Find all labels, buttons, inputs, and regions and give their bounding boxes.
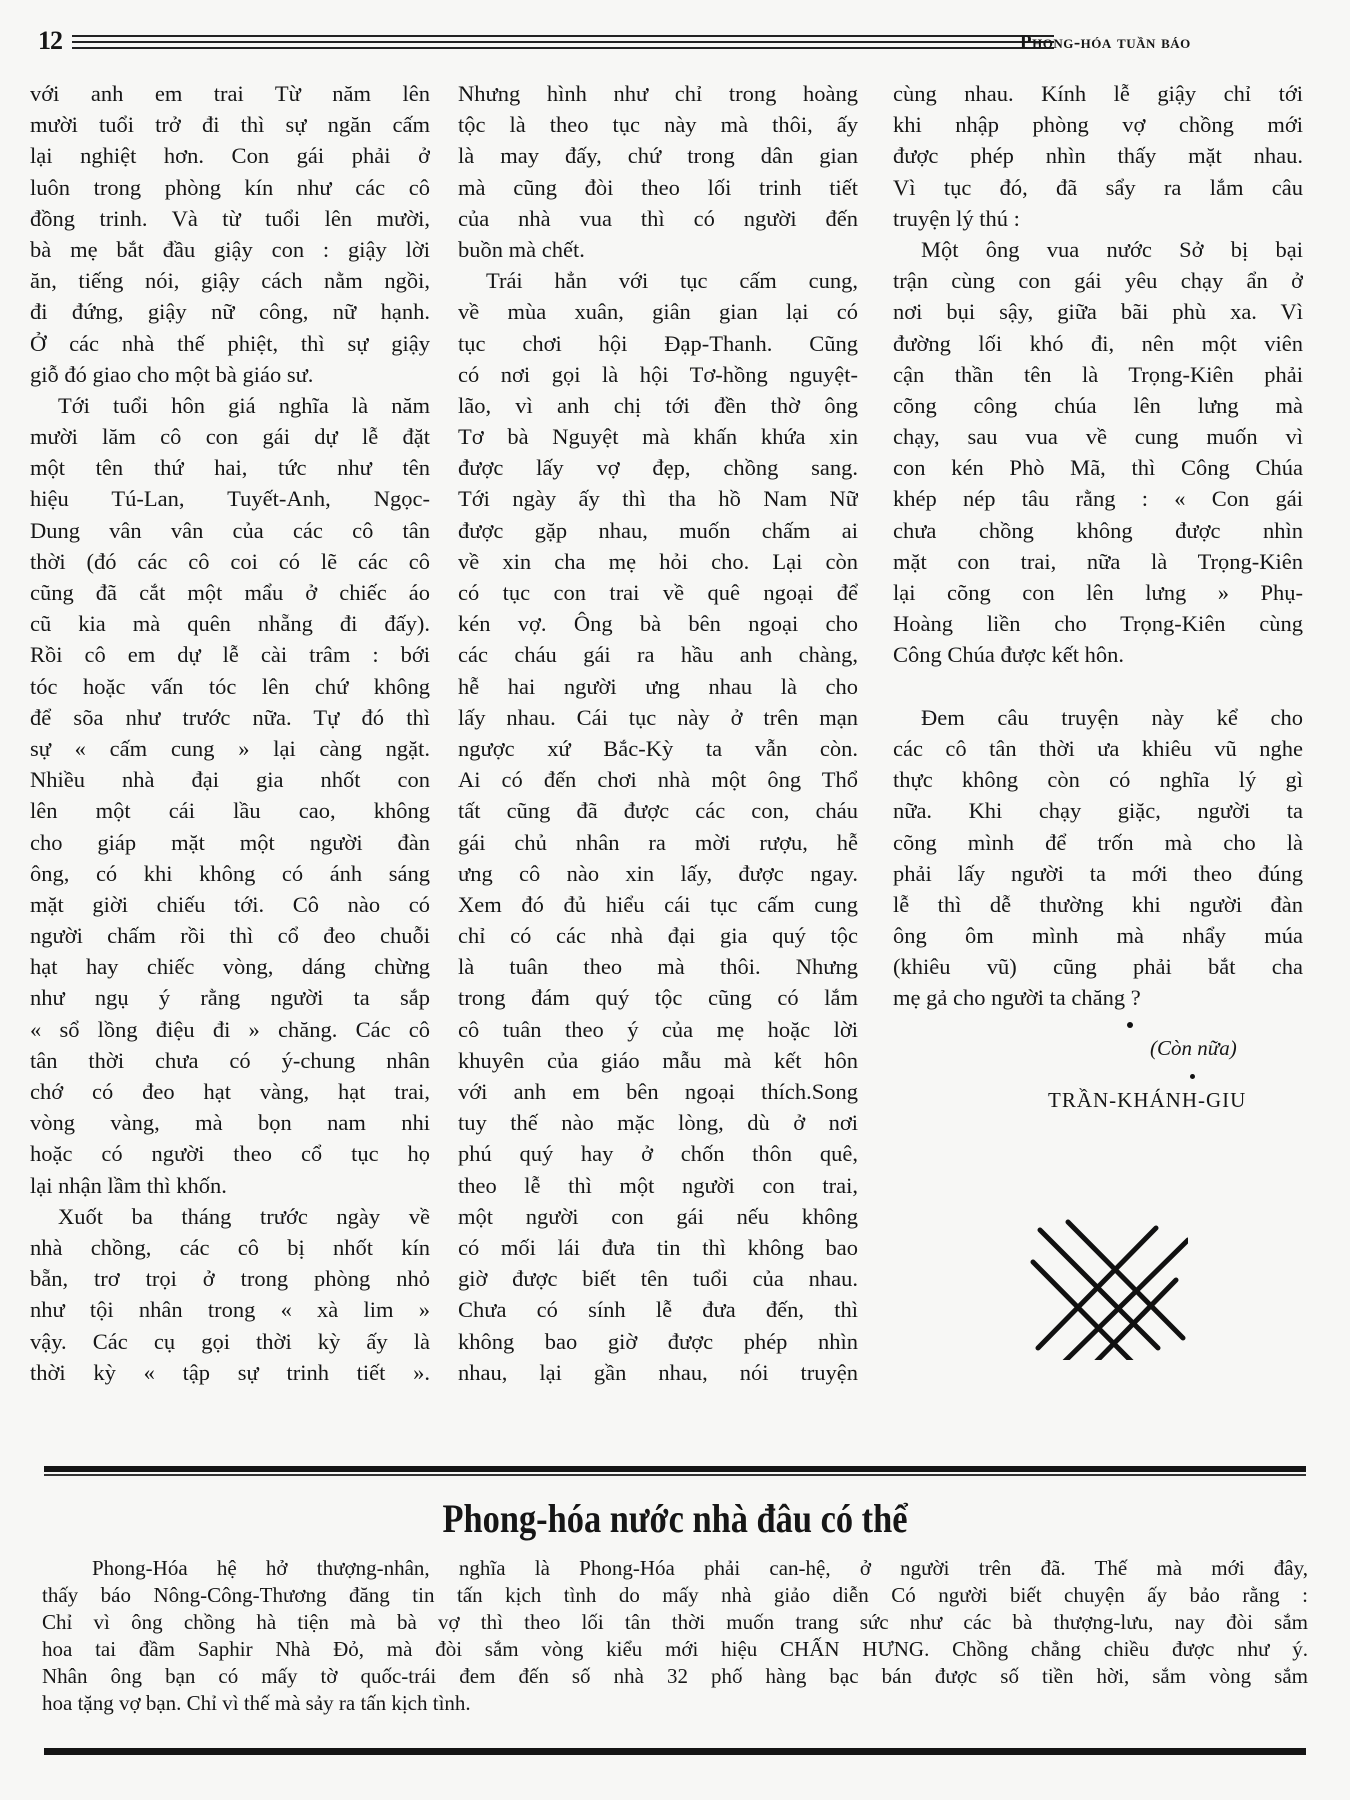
text-line: nhà chồng, các cô bị nhốt kín: [30, 1234, 430, 1260]
bottom-article-title: Phong-hóa nước nhà đâu có thể: [442, 1496, 908, 1541]
text-line: trận cùng con gái yêu chạy ẩn ở: [893, 268, 1303, 294]
text-line: có mối lái đưa tin thì không bao: [458, 1234, 858, 1260]
text-line: một tên thứ hai, tức như tên: [30, 455, 430, 481]
continuation-note: (Còn nữa): [1150, 1036, 1237, 1060]
text-line: Ở các nhà thế phiệt, thì sự giậy: [30, 330, 430, 356]
text-line: khép nép tâu rằng : « Con gái: [893, 486, 1303, 512]
text-line: giờ được biết tên tuổi của nhau.: [458, 1266, 858, 1292]
text-line: cận thần tên là Trọng-Kiên phải: [893, 361, 1303, 387]
text-line: thời (đó các cô coi có lẽ các cô: [30, 548, 430, 574]
text-line: được gặp nhau, muốn chấm ai: [458, 517, 858, 543]
text-line: buồn mà chết.: [458, 236, 585, 262]
text-line: thời kỳ « tập sự trinh tiết ».: [30, 1359, 430, 1385]
text-line: Một ông vua nước Sở bị bại: [921, 236, 1303, 262]
text-line: chớ có đeo hạt vàng, hạt trai,: [30, 1079, 430, 1104]
text-line: luôn trong phòng kín như các cô: [30, 174, 430, 200]
text-line: kén vợ. Ông bà bên ngoại cho: [458, 611, 858, 637]
text-line: các cháu gái ra hầu anh chàng,: [458, 642, 858, 668]
author-signature: TRẦN-KHÁNH-GIU: [1048, 1088, 1247, 1112]
text-line: Nhiều nhà đại gia nhốt con: [30, 767, 430, 793]
text-line: được phép nhìn thấy mặt nhau.: [893, 143, 1303, 169]
text-line: bẵn, trơ trọi ở trong phòng nhỏ: [30, 1266, 430, 1292]
text-line: chạy, sau vua về cung muốn vì: [893, 424, 1303, 450]
text-line: không bao giờ được phép nhìn: [458, 1328, 858, 1354]
text-line: Nhân ông bạn có mấy tờ quốc-trái đem đến số nhà 32 phố hàng bạc bán được số tiền hời, sắm vòng sắm: [42, 1664, 1308, 1688]
header-rules: [72, 35, 1054, 53]
text-line: tất cũng đã được các con, cháu: [458, 798, 858, 824]
text-line: với anh em bên ngoại thích.Song: [458, 1079, 858, 1104]
text-line: sự « cấm cung » lại càng ngặt.: [30, 735, 430, 761]
text-line: là tuân theo mà thôi. Nhưng: [458, 954, 858, 980]
text-line: để sõa như trước nữa. Tự đó thì: [30, 704, 430, 730]
text-line: cho giáp mặt một người đàn: [30, 829, 430, 855]
text-line: mẹ gả cho người ta chăng ?: [893, 985, 1141, 1011]
section-divider-thin: [44, 1474, 1306, 1476]
text-line: hiệu Tú-Lan, Tuyết-Anh, Ngọc-: [30, 486, 430, 512]
text-line: lại cõng con lên lưng » Phụ-: [893, 580, 1303, 605]
text-line: ưng cô nào xin lấy, được ngay.: [458, 860, 858, 886]
article-column-3: [893, 78, 1303, 1014]
text-line: phải lấy người ta mới theo đúng: [893, 860, 1303, 886]
text-line: thực không còn có nghĩa lý gì: [893, 767, 1303, 793]
text-line: nhau, lại gần nhau, nói truyện: [458, 1359, 858, 1385]
text-line: giỗ đó giao cho một bà giáo sư.: [30, 361, 314, 387]
text-line: nơi bụi sậy, giữa bãi phù xa. Vì: [893, 299, 1303, 325]
text-line: khuyên của giáo mẫu mà kết hôn: [458, 1047, 858, 1073]
text-line: người chấm rồi thì cổ đeo chuỗi: [30, 923, 430, 949]
text-line: mười tuổi trở đi thì sự ngăn cấm: [30, 112, 430, 138]
text-line: ngược xứ Bắc-Kỳ ta vẫn còn.: [458, 735, 858, 761]
text-line: chưa chồng không được nhìn: [893, 517, 1303, 543]
text-line: Xem đó đủ hiểu cái tục cấm cung: [458, 891, 858, 917]
text-line: hoa tai đầm Saphir Nhà Đỏ, mà đòi sắm vòng kiểu mới hiệu CHẤN HƯNG. Chồng chẳng chiều được như ý.: [42, 1637, 1308, 1661]
section-divider: [44, 1466, 1306, 1472]
text-line: [893, 671, 1303, 702]
text-line: gái chủ nhân ra mời rượu, hễ: [458, 829, 858, 855]
text-line: phú quý hay ở chốn thôn quê,: [458, 1141, 858, 1167]
text-line: cõng mình để trốn mà cho là: [893, 829, 1303, 855]
text-line: đường lối khó đi, nên một viên: [893, 330, 1303, 356]
text-line: theo lễ thì một người con trai,: [458, 1172, 858, 1198]
text-line: tân thời chưa có ý-chung nhân: [30, 1047, 430, 1073]
text-line: truyện lý thú :: [893, 205, 1020, 231]
text-line: vòng vàng, mà bọn nam nhi: [30, 1110, 430, 1136]
text-line: là may đấy, chứ trong dân gian: [458, 143, 858, 169]
text-line: với anh em trai Từ năm lên: [30, 81, 430, 106]
text-line: như ngụ ý rằng người ta sắp: [30, 985, 430, 1011]
text-line: hễ hai người ưng nhau là cho: [458, 673, 858, 699]
text-line: lại nghiệt hơn. Con gái phải ở: [30, 143, 430, 169]
text-line: hạt hay chiếc vòng, dáng chừng: [30, 954, 430, 980]
text-line: lại nhận lầm thì khốn.: [30, 1172, 227, 1198]
text-line: bà mẹ bắt đầu giậy con : giậy lời: [30, 236, 430, 262]
text-line: tuy thế nào mặc lòng, dù ở nơi: [458, 1110, 858, 1136]
text-line: Tới tuổi hôn giá nghĩa là năm: [58, 392, 430, 418]
text-line: Ai có đến chơi nhà một ông Thổ: [458, 767, 858, 793]
text-line: hoa tặng vợ bạn. Chỉ vì thế mà sảy ra tấn kịch tình.: [42, 1691, 471, 1715]
text-line: đồng trinh. Và từ tuổi lên mười,: [30, 205, 430, 231]
text-line: Tới ngày ấy thì tha hồ Nam Nữ: [458, 486, 858, 512]
text-line: Rồi cô em dự lễ cài trâm : bới: [30, 642, 430, 668]
text-line: mà cũng đòi theo lối trinh tiết: [458, 174, 858, 200]
text-line: trong đám quý tộc cũng có lắm: [458, 985, 858, 1011]
text-line: Chưa có sính lễ đưa đến, thì: [458, 1297, 858, 1323]
text-line: con kén Phò Mã, thì Công Chúa: [893, 455, 1303, 481]
text-line: (khiêu vũ) cũng phải bắt cha: [893, 954, 1303, 980]
text-line: ông ôm mình mà nhẩy múa: [893, 923, 1303, 949]
bottom-article-body: [42, 1555, 1308, 1717]
text-line: hoặc có người theo cổ tục họ: [30, 1141, 430, 1167]
text-line: về mùa xuân, giân gian lại có: [458, 299, 858, 325]
article-column-1: [30, 78, 430, 1388]
text-line: Công Chúa được kết hôn.: [893, 642, 1124, 668]
masthead: Phong-hóa tuần báo: [1020, 32, 1191, 53]
text-line: tóc hoặc vấn tóc lên chứ không: [30, 673, 430, 699]
text-line: Hoàng liền cho Trọng-Kiên cùng: [893, 611, 1303, 637]
text-line: các cô tân thời ưa khiêu vũ nghe: [893, 735, 1303, 761]
text-line: cùng nhau. Kính lễ giậy chỉ tới: [893, 81, 1303, 106]
text-line: ăn, tiếng nói, giậy cách nằm ngồi,: [30, 268, 430, 294]
text-line: lão, vì anh chị tới đền thờ ông: [458, 392, 858, 418]
text-line: về xin cha mẹ hỏi cho. Lại còn: [458, 548, 858, 574]
text-line: thấy báo Nông-Công-Thương đăng tin tấn kịch tình do mấy nhà giảo diễn Có người biết chuyện ấy bảo rằng :: [42, 1583, 1308, 1607]
text-line: cõng công chúa lên lưng mà: [893, 392, 1303, 418]
text-line: vậy. Các cụ gọi thời kỳ ấy là: [30, 1328, 430, 1354]
bottom-divider: [44, 1748, 1306, 1755]
text-line: nữa. Khi chạy giặc, người ta: [893, 798, 1303, 824]
text-line: Vì tục đó, đã sẩy ra lắm câu: [893, 174, 1303, 200]
text-line: cũng đã cắt một mẩu ở chiếc áo: [30, 580, 430, 605]
text-line: khi nhập phòng vợ chồng mới: [893, 112, 1303, 138]
text-line: Nhưng hình như chỉ trong hoàng: [458, 81, 858, 106]
text-line: của nhà vua thì có người đến: [458, 205, 858, 231]
text-line: tộc là theo tục này mà thôi, ấy: [458, 112, 858, 138]
text-line: Xuốt ba tháng trước ngày về: [58, 1203, 430, 1229]
text-line: lên một cái lầu cao, không: [30, 798, 430, 824]
text-line: có tục con trai về quê ngoại để: [458, 580, 858, 605]
text-line: mặt con trai, nữa là Trọng-Kiên: [893, 548, 1303, 574]
text-line: đi đứng, giậy nữ công, nữ hạnh.: [30, 299, 430, 325]
bullet-dot: [1127, 1022, 1133, 1028]
text-line: chỉ có các nhà đại gia quý tộc: [458, 923, 858, 949]
text-line: có nơi gọi là hội Tơ-hồng nguyệt-: [458, 361, 858, 387]
article-column-2: [458, 78, 858, 1388]
text-line: mặt giời chiếu tới. Cô nào có: [30, 891, 430, 917]
text-line: cũ kia mà quên nhẵng đi đấy).: [30, 611, 430, 637]
page-header: [38, 26, 1288, 60]
text-line: lấy nhau. Cái tục này ở trên mạn: [458, 704, 858, 730]
text-line: mười lăm cô con gái dự lễ đặt: [30, 424, 430, 450]
crossed-lines-ornament-icon: [1028, 1210, 1188, 1360]
text-line: Trái hẳn với tục cấm cung,: [486, 268, 858, 294]
text-line: cô tuân theo ý của mẹ hoặc lời: [458, 1016, 858, 1042]
bullet-dot: [1190, 1074, 1195, 1079]
text-line: Đem câu truyện này kể cho: [921, 704, 1303, 730]
text-line: được lấy vợ đẹp, chồng sang.: [458, 455, 858, 481]
text-line: Tơ bà Nguyệt mà khấn khứa xin: [458, 424, 858, 450]
page-number: 12: [38, 26, 62, 55]
text-line: lễ thì dễ thường khi người đàn: [893, 891, 1303, 917]
text-line: như tội nhân trong « xà lim »: [30, 1297, 430, 1323]
text-line: ông, có khi không có ánh sáng: [30, 860, 430, 886]
text-line: Chỉ vì ông chồng hà tiện mà bà vợ thì theo lối tân thời muốn trang sức như các bà thượng-lưu, nay đòi sắm: [42, 1610, 1308, 1634]
text-line: tục chơi hội Đạp-Thanh. Cũng: [458, 330, 858, 356]
text-line: một người con gái nếu không: [458, 1203, 858, 1229]
text-line: « sổ lồng điệu đi » chăng. Các cô: [30, 1016, 430, 1042]
text-line: Phong-Hóa hệ hở thượng-nhân, nghĩa là Phong-Hóa phải can-hệ, ở người trên đã. Thế mà mới đây,: [92, 1556, 1308, 1580]
text-line: Dung vân vân của các cô tân: [30, 517, 430, 543]
